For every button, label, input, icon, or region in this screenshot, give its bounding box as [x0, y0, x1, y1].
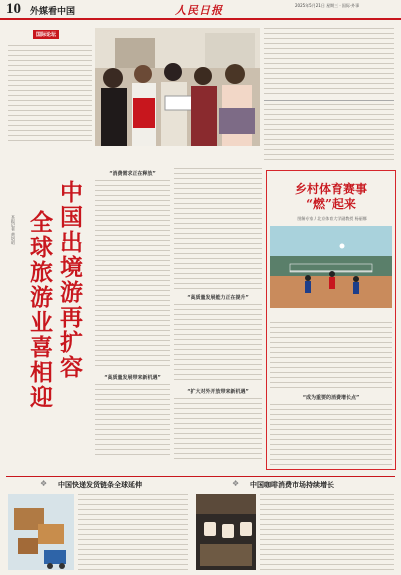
bottom-right-title: 中国咖啡消费市场持续增长 [250, 480, 334, 489]
sport-text-2 [270, 404, 392, 466]
lead-col-2 [174, 168, 262, 290]
sport-title-1: 乡村体育赛事 [294, 182, 367, 196]
headline-line-2: 全球旅游业喜相迎 [26, 210, 53, 410]
bottom-left-title: 中国快递发货链条全球延伸 [58, 480, 142, 489]
newspaper-logo: 人民日报 [175, 4, 223, 17]
coffee-illustration [196, 494, 256, 570]
lead-col-2c [174, 398, 262, 460]
column-tag: 国际论坛 [33, 30, 59, 39]
headline-line-1: 中国出境游再扩容 [56, 180, 83, 380]
masthead [0, 0, 401, 20]
lead-subhead-1: “消费需求正在释放” [109, 171, 156, 177]
bottom-right-text [260, 494, 394, 570]
sport-subhead: “成为重要的消费增长点” [302, 395, 360, 401]
intro-text [8, 45, 92, 145]
section-title: 外媒看中国 [30, 7, 76, 17]
sport-text-1 [270, 322, 392, 392]
sport-byline: 图解专家 / 北京体育大学副教授 杨丽娜 [297, 216, 367, 221]
lead-col-1b [95, 384, 170, 459]
page-number: 10 [6, 1, 21, 17]
center-subhead-1: “高质量发展能力正在提升” [187, 295, 249, 301]
photo-caption [270, 310, 392, 320]
lead-col-1 [95, 180, 170, 370]
right-mid-text [264, 104, 394, 164]
volleyball-photo [270, 226, 392, 308]
ornament-left: ❖ [40, 479, 48, 488]
ornament-right: ❖ [232, 479, 240, 488]
lead-byline: 本报记者 黄培昭 [11, 215, 16, 245]
tourists-photo [95, 28, 260, 146]
issue-meta: 2025年5月21日 星期三 · 国际·外事 [295, 3, 360, 8]
delivery-illustration [8, 494, 74, 570]
bottom-left-text [78, 494, 188, 570]
sport-title-2: “燃”起来 [306, 197, 356, 211]
lead-subhead-2: “高质量发展带来新机遇” [104, 375, 161, 381]
center-subhead-2: “扩大对外开放带来新机遇” [187, 389, 249, 395]
lead-col-2b [174, 304, 262, 384]
right-top-text [264, 28, 394, 98]
